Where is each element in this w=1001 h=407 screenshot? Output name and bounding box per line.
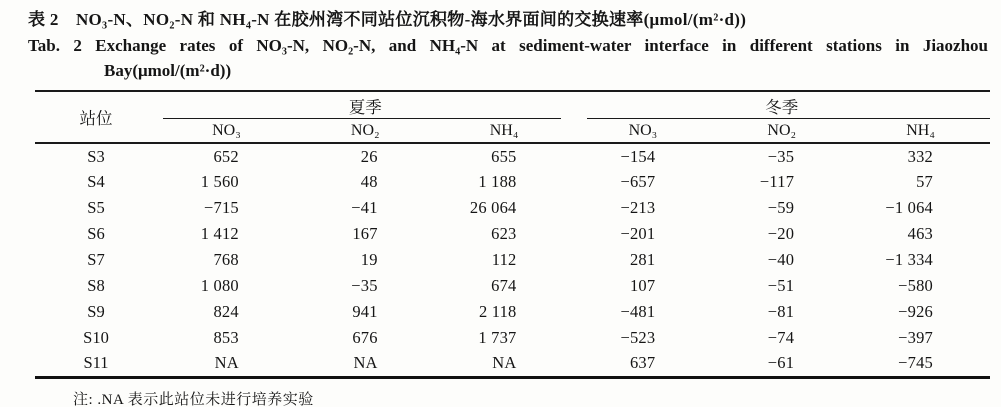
table-caption-en-line2: Bay(μmol/(m²·d)) [104,61,232,80]
value-cell: −745 [898,353,933,373]
table-row [35,221,990,247]
value-cell: 281 [629,250,656,269]
value-cell: −481 [620,302,656,321]
value-cell: 655 [491,146,517,166]
value-cell: 19 [360,250,378,269]
value-cell: 2 118 [478,302,517,321]
value-cell: −41 [351,198,378,217]
value-cell: 674 [491,276,517,295]
col-header-winter-no2: NO₂ [712,119,851,143]
station-label: S11 [83,353,109,373]
value-cell: 107 [629,276,656,295]
col-header-summer-nh4: NH₄ [435,119,574,143]
value-cell: 824 [213,302,239,321]
col-header-station: 站位 [35,91,157,143]
value-cell: 676 [352,328,378,347]
value-cell: −213 [620,198,656,217]
value-cell: −1 064 [885,198,933,217]
value-cell: 1 560 [200,172,239,191]
value-cell: −580 [898,276,933,295]
table-row [35,195,990,221]
table-row [35,143,990,169]
value-cell: NA [214,353,239,373]
value-cell: −117 [759,172,795,191]
table-row [35,351,990,377]
value-cell: −715 [203,198,239,217]
table-body [35,143,990,377]
col-header-winter-no3: NO₃ [574,119,713,143]
station-label: S9 [87,302,105,321]
group-header-row [35,91,990,119]
table-row [35,273,990,299]
value-cell: 1 080 [200,276,239,295]
value-cell: −59 [767,198,795,217]
table-caption-en-line1: Tab. 2 Exchange rates of NO₃-N, NO₂-N, and NH₄-N at sediment-water interface in different stations in Jiaozhou [28,36,988,55]
value-cell: −81 [767,302,795,321]
value-cell: 112 [491,250,517,269]
exchange-rates-table [35,90,990,379]
value-cell: −40 [767,250,795,269]
table-header [35,91,990,143]
value-cell: −74 [767,328,795,347]
col-header-summer-no3: NO₃ [157,119,296,143]
value-cell: −201 [620,224,656,243]
value-cell: 652 [213,146,239,166]
value-cell: −657 [620,172,656,191]
value-cell: NA [353,353,378,373]
station-label: S3 [87,146,105,166]
station-label: S4 [87,172,105,191]
sub-header-row [35,119,990,143]
table-row [35,299,990,325]
table-row [35,247,990,273]
value-cell: 1 737 [478,328,517,347]
value-cell: −35 [351,276,378,295]
station-label: S8 [87,276,105,295]
value-cell: 26 [360,146,378,166]
table-footnote: 注: .NA 表示此站位未进行培养实验 [73,391,314,407]
value-cell: 768 [213,250,239,269]
value-cell: 57 [916,172,933,191]
station-label: S6 [87,224,105,243]
table-row [35,169,990,195]
value-cell: 941 [352,302,378,321]
value-cell: −20 [767,224,795,243]
value-cell: −1 334 [885,250,933,269]
value-cell: 853 [213,328,239,347]
value-cell: −35 [767,146,795,166]
value-cell: NA [492,353,517,373]
value-cell: 1 412 [200,224,239,243]
station-label: S5 [87,198,105,217]
table-caption-zh: 表 2 NO₃-N、NO₂-N 和 NH₄-N 在胶州湾不同站位沉积物-海水界面间的交换速率(μmol/(m²·d)) [28,10,747,29]
value-cell: 332 [907,146,933,166]
value-cell: −51 [767,276,795,295]
value-cell: 637 [629,353,656,373]
value-cell: −61 [767,353,795,373]
group-header-summer: 夏季 [157,91,573,119]
value-cell: 623 [491,224,517,243]
group-header-winter: 冬季 [574,91,991,119]
value-cell: −523 [620,328,656,347]
col-header-winter-nh4: NH₄ [851,119,990,143]
col-header-summer-no2: NO₂ [296,119,435,143]
table-row [35,325,990,351]
value-cell: 1 188 [478,172,517,191]
value-cell: −397 [898,328,933,347]
value-cell: −926 [898,302,933,321]
value-cell: 463 [907,224,933,243]
station-label: S7 [87,250,105,269]
value-cell: −154 [620,146,656,166]
value-cell: 48 [360,172,378,191]
value-cell: 26 064 [469,198,517,217]
value-cell: 167 [352,224,378,243]
station-label: S10 [83,328,109,347]
